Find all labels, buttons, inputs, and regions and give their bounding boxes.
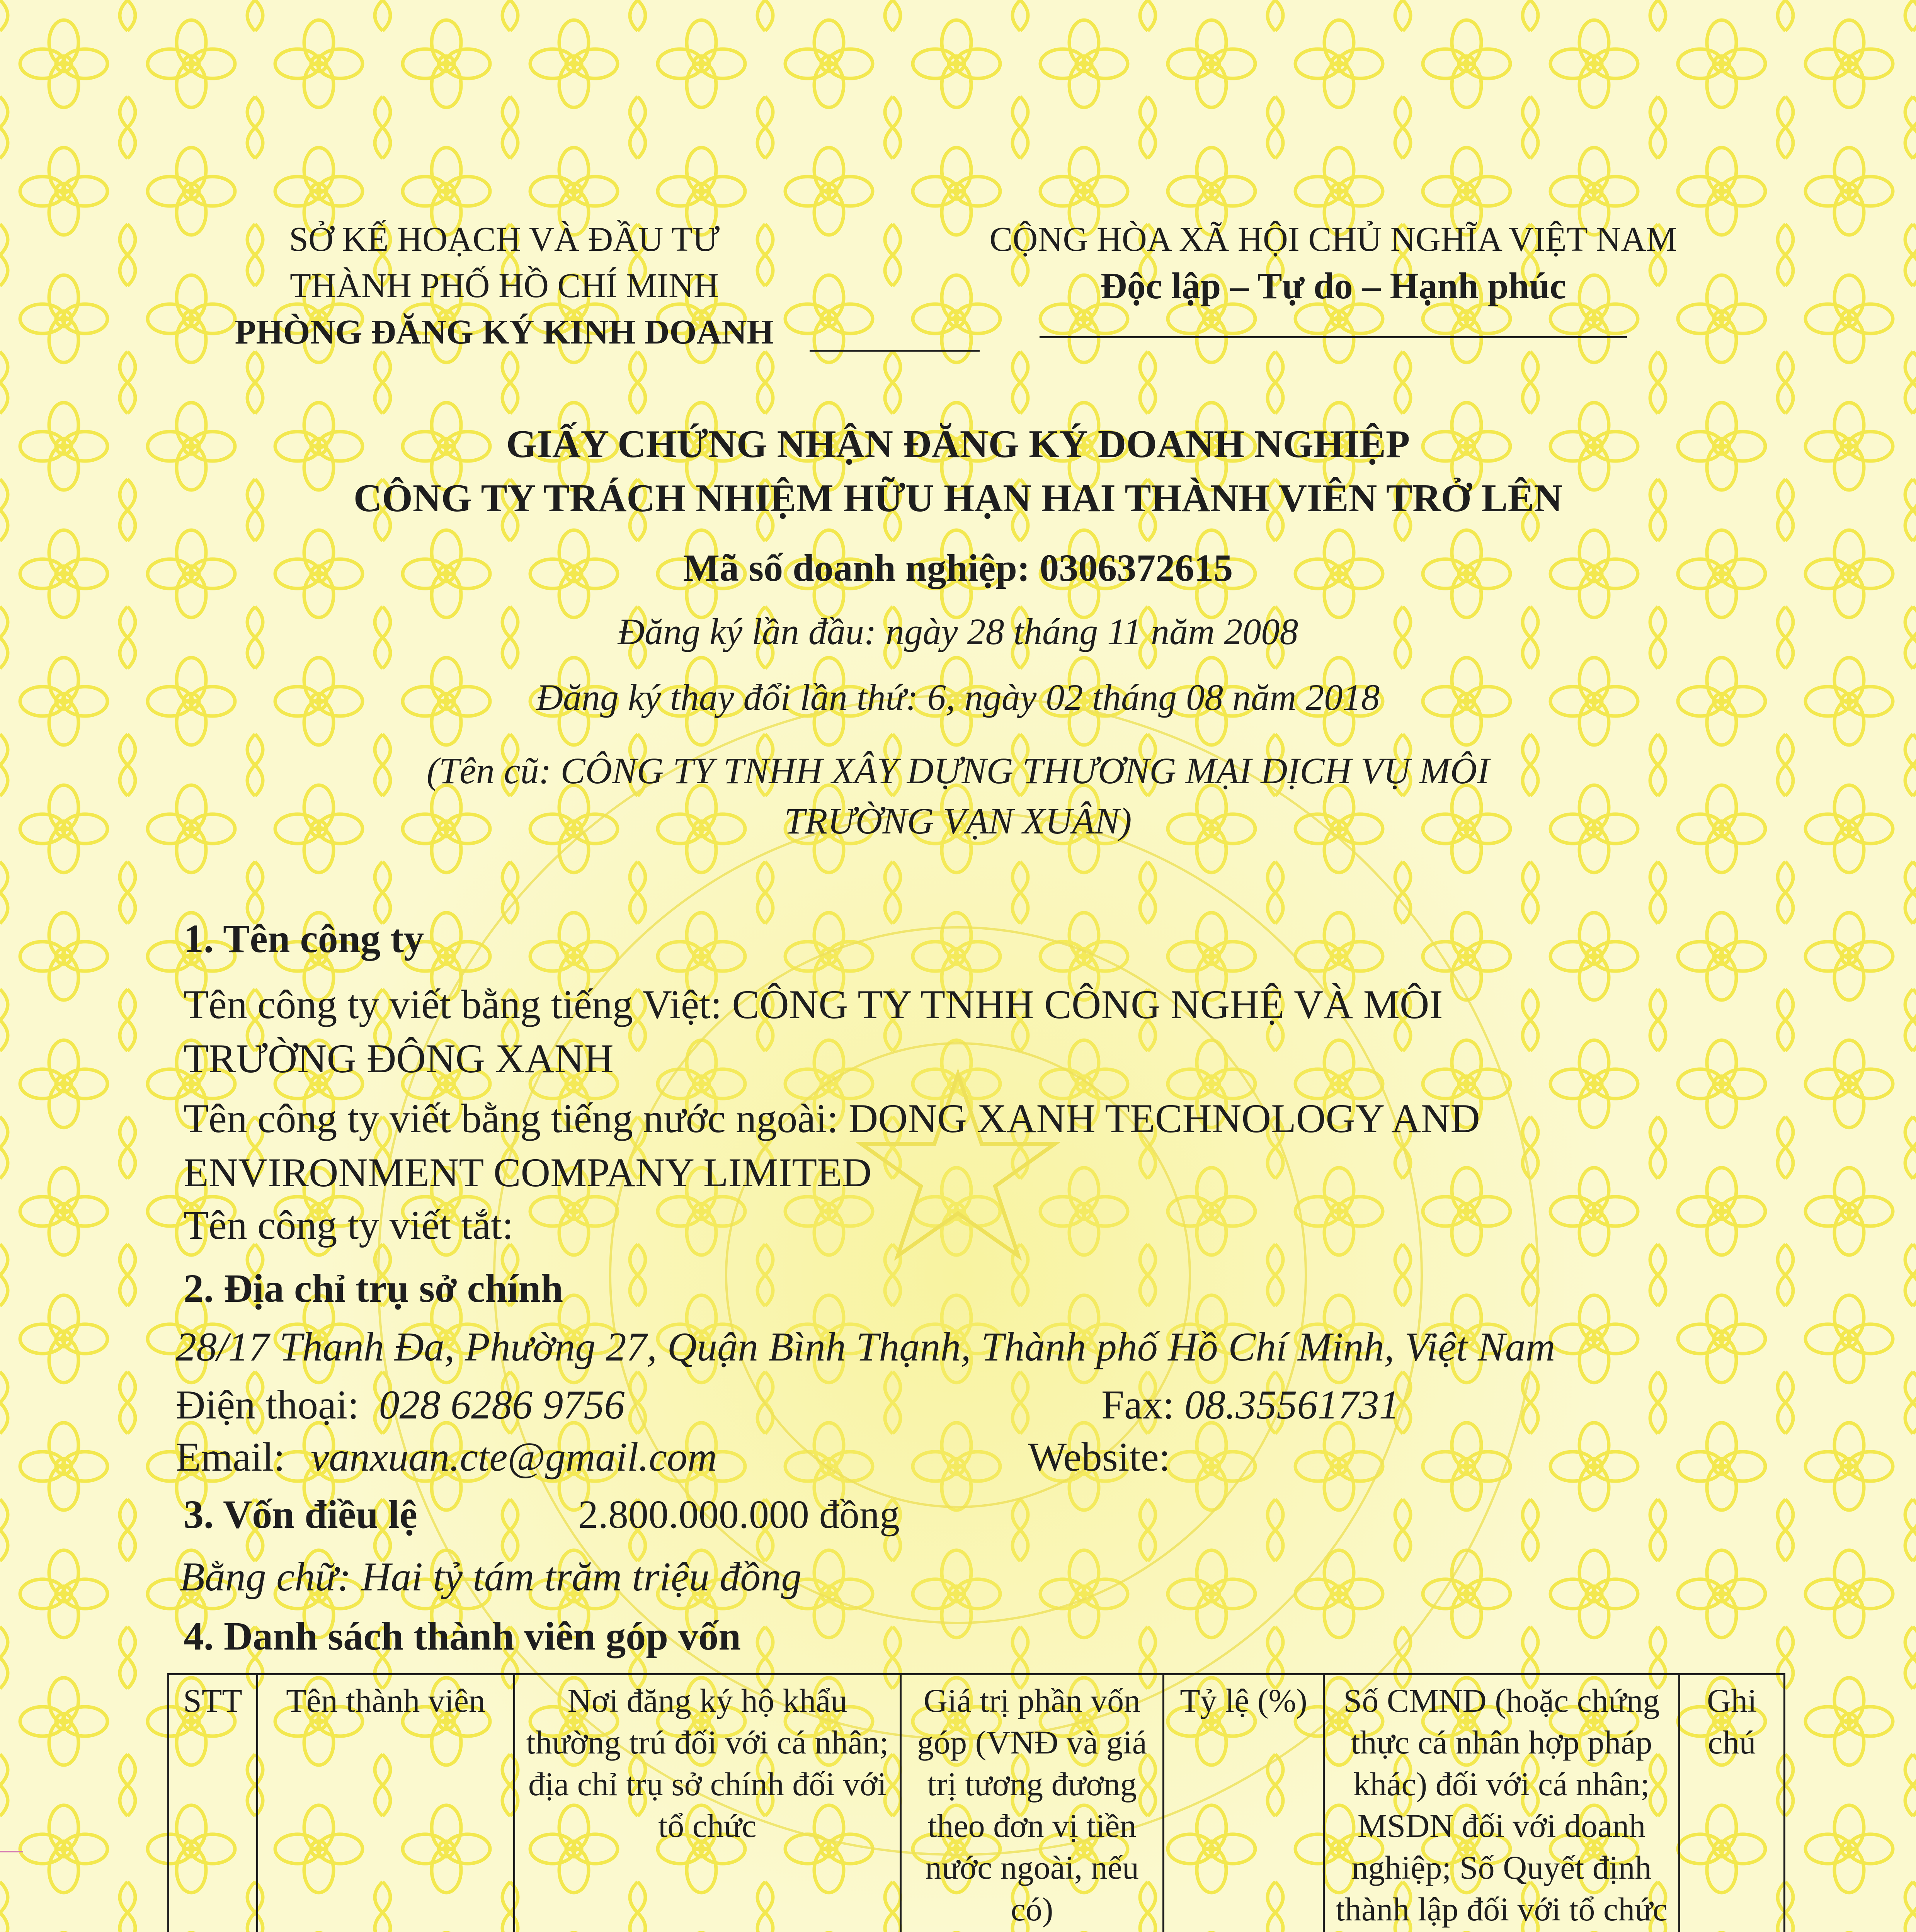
motto-underline — [1040, 336, 1627, 338]
col-header-address: Nơi đăng ký hộ khẩu thường trú đối với cá nhân; địa chỉ trụ sở chính đối với tổ chức — [514, 1674, 901, 1932]
vietnamese-name — [184, 978, 1443, 1086]
section-3-heading: 3. Vốn điều lệ — [184, 1492, 417, 1537]
in-words-label: Bằng chữ: — [180, 1554, 351, 1599]
enterprise-code: Mã số doanh nghiệp: 0306372615 — [683, 546, 1233, 589]
foreign-name — [184, 1092, 1480, 1200]
fax-row — [1101, 1381, 1399, 1429]
charter-capital-row — [184, 1492, 900, 1537]
phone-row — [176, 1381, 624, 1429]
company-type: CÔNG TY TRÁCH NHIỆM HỮU HẠN HAI THÀNH VIÊN TRỞ LÊN — [353, 476, 1563, 520]
col-header-stt: STT — [168, 1674, 257, 1932]
agency-line-1: SỞ KẾ HOẠCH VÀ ĐẦU TƯ — [289, 220, 720, 259]
agency-block — [209, 216, 800, 355]
section-2-heading: 2. Địa chỉ trụ sở chính — [184, 1266, 563, 1311]
vietnamese-name-line-2: TRƯỜNG ĐÔNG XANH — [184, 1036, 614, 1081]
title-block — [0, 417, 1916, 846]
old-name-line-1: (Tên cũ: CÔNG TY TNHH XÂY DỰNG THƯƠNG MẠI DỊCH VỤ MÔI — [426, 750, 1490, 791]
email-value: vanxuan.cte@gmail.com — [311, 1434, 717, 1480]
fax-label: Fax: — [1101, 1382, 1174, 1427]
phone-label: Điện thoại: — [176, 1382, 359, 1427]
charter-capital-amount: 2.800.000.000 đồng — [578, 1492, 900, 1537]
margin-mark — [0, 1851, 23, 1852]
in-words-value: Hai tỷ tám trăm triệu đồng — [361, 1554, 802, 1599]
agency-line-3: PHÒNG ĐĂNG KÝ KINH DOANH — [235, 313, 774, 351]
short-name: Tên công ty viết tắt: — [184, 1202, 514, 1248]
fax-value: 08.35561731 — [1184, 1382, 1400, 1427]
motto: Độc lập – Tự do – Hạnh phúc — [1100, 265, 1566, 306]
agency-line-2: THÀNH PHỐ HỒ CHÍ MINH — [290, 267, 719, 305]
vietnamese-name-line-1: Tên công ty viết bằng tiếng Việt: CÔNG TY TNHH CÔNG NGHỆ VÀ MÔI — [184, 982, 1443, 1027]
phone-value: 028 6286 9756 — [379, 1382, 625, 1427]
email-label: Email: — [176, 1434, 285, 1480]
document-title: GIẤY CHỨNG NHẬN ĐĂNG KÝ DOANH NGHIỆP — [506, 422, 1410, 466]
capital-in-words — [180, 1553, 801, 1600]
email-row — [176, 1434, 717, 1481]
members-table — [167, 1673, 1785, 1932]
country-name: CỘNG HÒA XÃ HỘI CHỦ NGHĨA VIỆT NAM — [989, 220, 1677, 259]
old-name-line-2: TRƯỜNG VẠN XUÂN) — [784, 800, 1132, 842]
change-registration: Đăng ký thay đổi lần thứ: 6, ngày 02 tháng 08 năm 2018 — [536, 677, 1380, 718]
table-header-row — [168, 1674, 1785, 1932]
col-header-name: Tên thành viên — [257, 1674, 514, 1932]
foreign-name-line-1: Tên công ty viết bằng tiếng nước ngoài: DONG XANH TECHNOLOGY AND — [184, 1096, 1480, 1141]
first-registration: Đăng ký lần đầu: ngày 28 tháng 11 năm 2008 — [618, 611, 1298, 652]
col-header-percent: Tỷ lệ (%) — [1164, 1674, 1324, 1932]
website-label: Website: — [1028, 1434, 1171, 1480]
head-office-address: 28/17 Thanh Đa, Phường 27, Quận Bình Thạnh, Thành phố Hồ Chí Minh, Việt Nam — [176, 1324, 1555, 1369]
national-motto-block — [920, 216, 1747, 309]
col-header-note: Ghi chú — [1679, 1674, 1785, 1932]
section-4-heading: 4. Danh sách thành viên góp vốn — [184, 1614, 741, 1658]
agency-underline — [810, 350, 980, 352]
foreign-name-line-2: ENVIRONMENT COMPANY LIMITED — [184, 1150, 872, 1195]
col-header-capital-value: Giá trị phần vốn góp (VNĐ và giá trị tương đương theo đơn vị tiền nước ngoài, nếu có) — [901, 1674, 1164, 1932]
section-1-heading: 1. Tên công ty — [184, 917, 424, 961]
col-header-id-number: Số CMND (hoặc chứng thực cá nhân hợp pháp khác) đối với cá nhân; MSDN đối với doanh nghiệp; Số Quyết định thành lập đối với tổ chức — [1324, 1674, 1679, 1932]
